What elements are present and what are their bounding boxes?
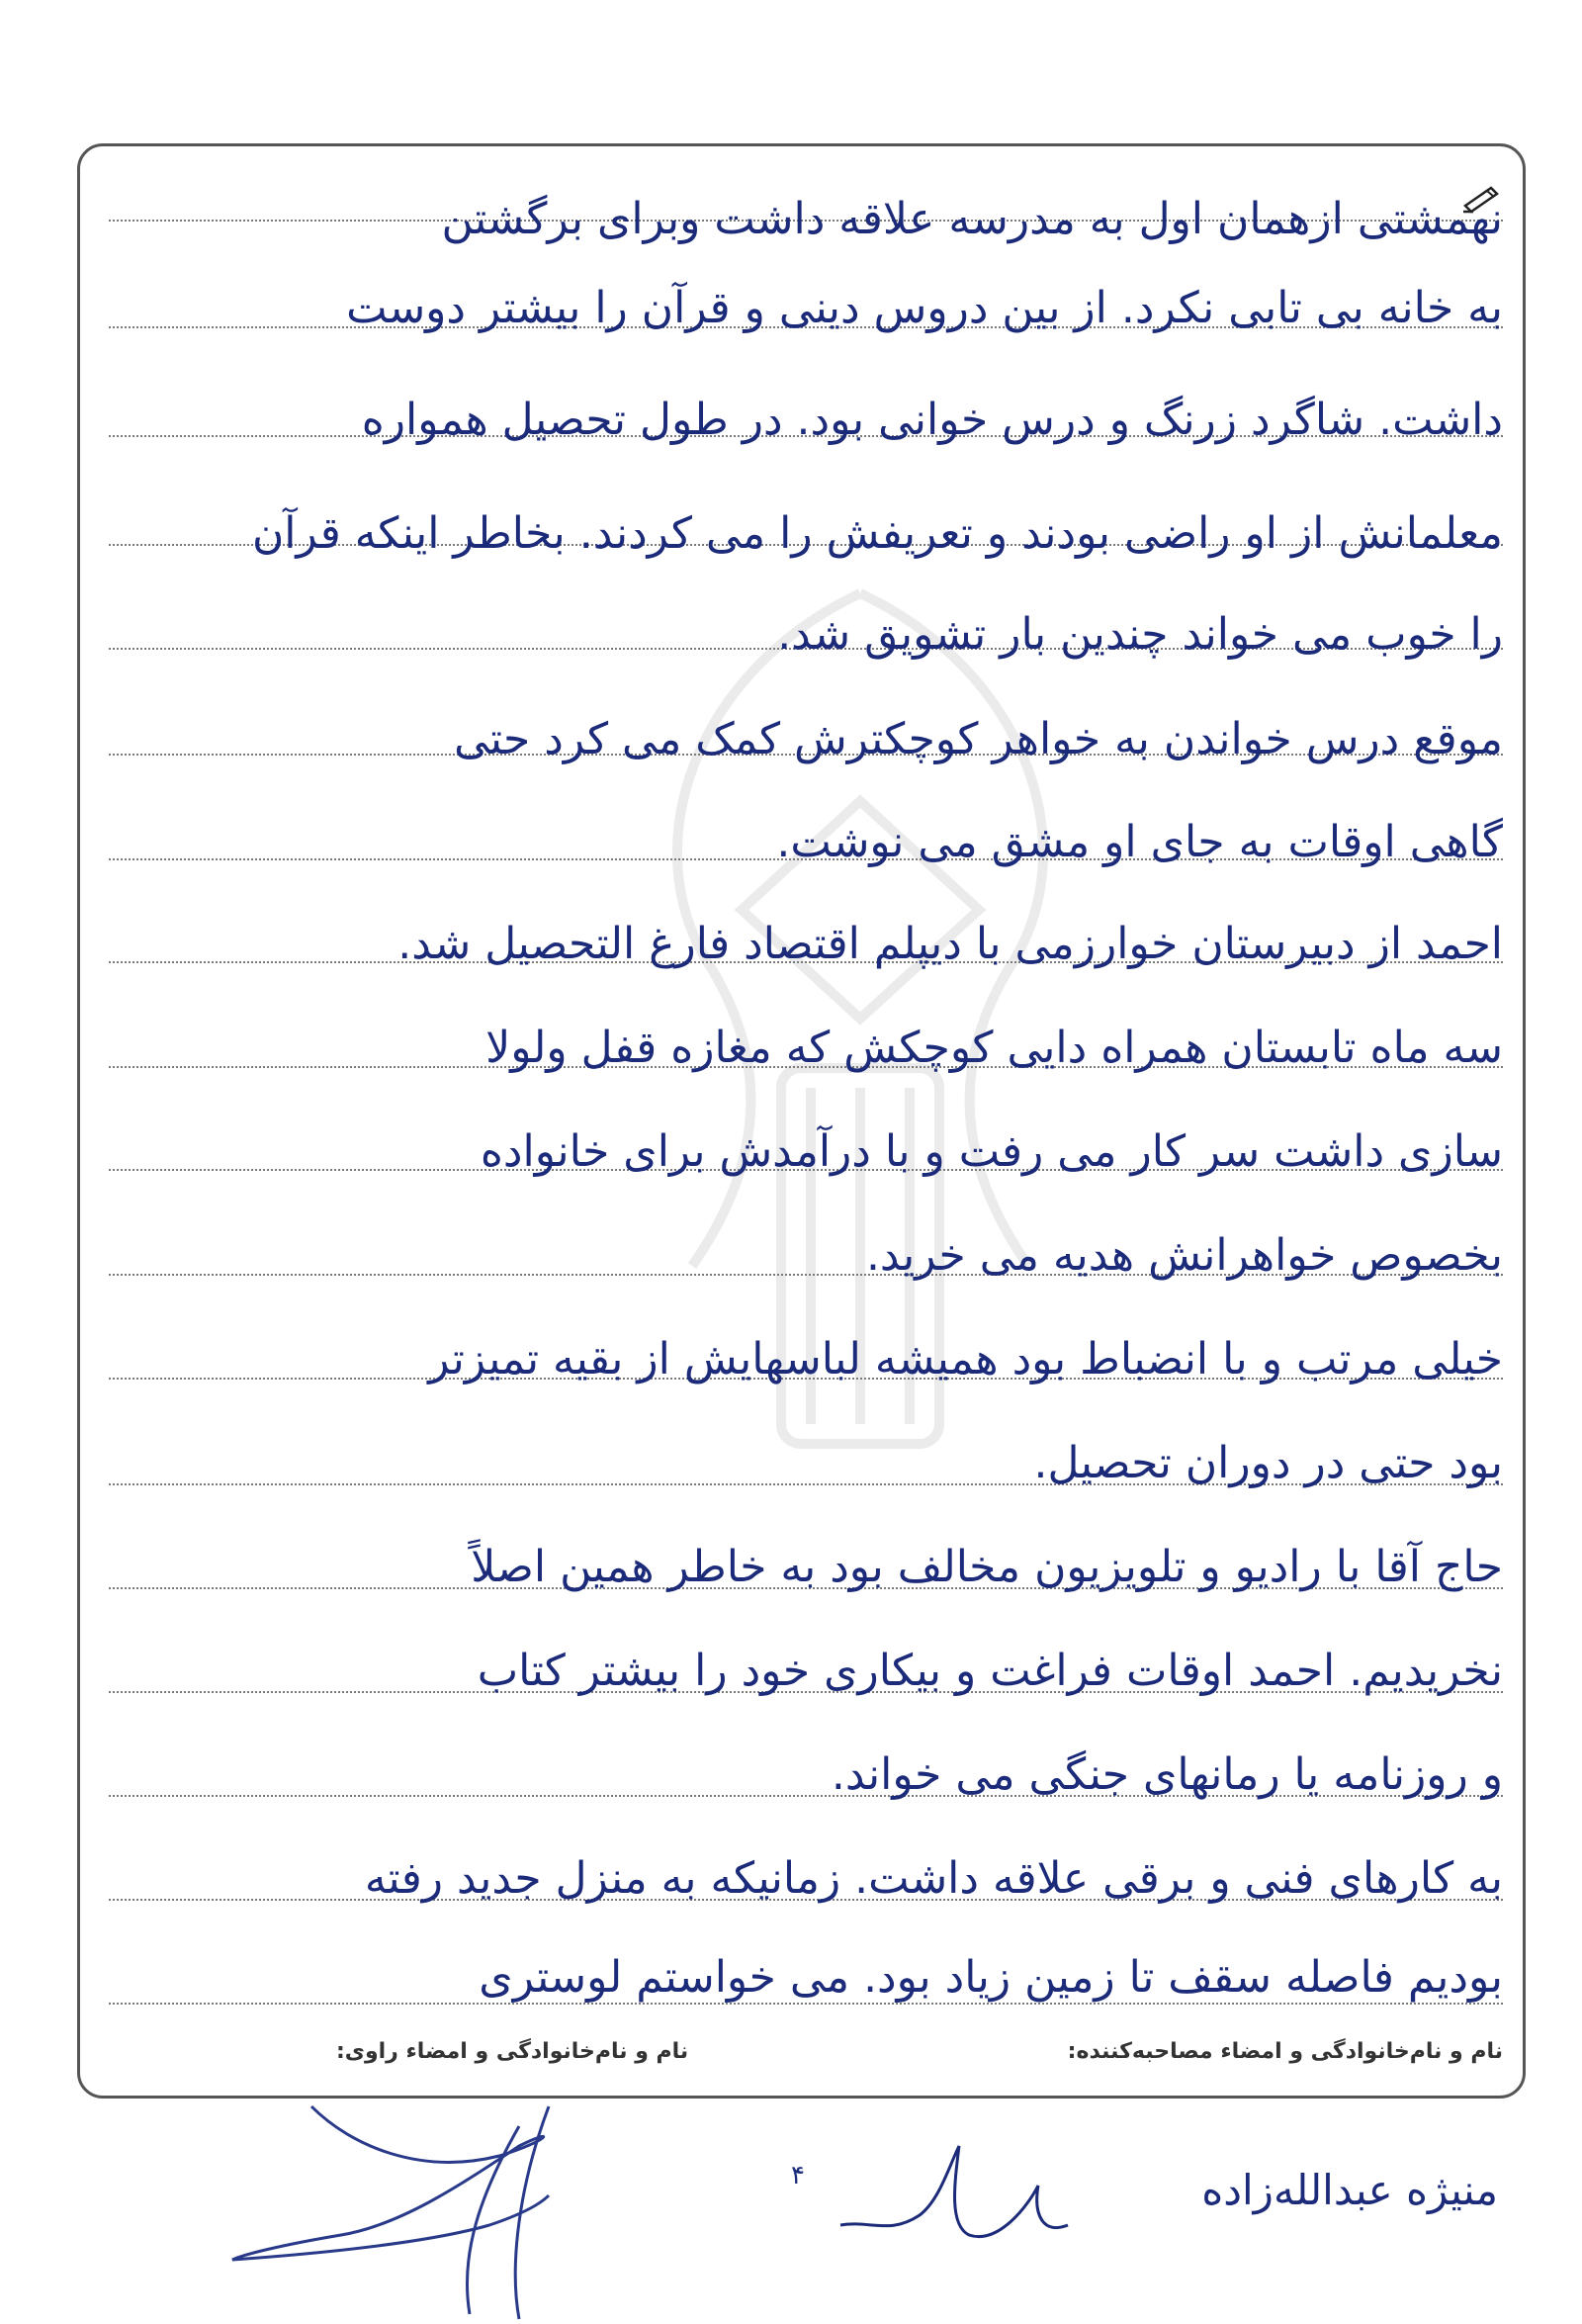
text-line: به خانه بی تابی نکرد. از بین دروس دینی و قرآن را بیشتر دوست <box>346 283 1503 333</box>
text-line: بودیم فاصله سقف تا زمین زیاد بود. می خواستم لوستری <box>479 1952 1503 2003</box>
text-line: گاهی اوقات به جای او مشق می نوشت. <box>776 817 1503 867</box>
text-line: بخصوص خواهرانش هدیه می خرید. <box>865 1230 1503 1281</box>
text-line: به کارهای فنی و برقی علاقه داشت. زمانیکه به منزل جدید رفته <box>364 1853 1503 1904</box>
narrator-signature <box>222 2087 648 2324</box>
interviewer-name: منیژه عبدالله‌زاده <box>1201 2166 1498 2214</box>
interviewer-label: نام و نام‌خانوادگی و امضاء مصاحبه‌کننده: <box>1067 2039 1503 2064</box>
narrator-label: نام و نام‌خانوادگی و امضاء راوی: <box>336 2039 689 2064</box>
text-line: خیلی مرتب و با انضباط بود همیشه لباسهایش از بقیه تمیزتر <box>428 1334 1503 1385</box>
text-line: نهمشتی ازهمان اول به مدرسه علاقه داشت وبرای برگشتن <box>441 194 1503 244</box>
text-line: و روزنامه یا رمانهای جنگی می خواند. <box>831 1749 1503 1800</box>
text-line: نخریدیم. احمد اوقات فراغت و بیکاری خود را بیشتر کتاب <box>477 1646 1503 1696</box>
text-line: احمد از دبیرستان خوارزمی با دیپلم اقتصاد فارغ التحصیل شد. <box>397 919 1503 969</box>
interviewer-signature <box>831 2126 1107 2255</box>
signature-labels <box>109 2039 1503 2079</box>
text-line: معلمانش از او راضی بودند و تعریفش را می کردند. بخاطر اینکه قرآن <box>251 508 1503 559</box>
text-line: سه ماه تابستان همراه دایی کوچکش که مغازه قفل ولولا <box>485 1023 1503 1073</box>
text-line: بود حتی در دوران تحصیل. <box>1033 1438 1503 1488</box>
text-line: حاج آقا با رادیو و تلویزیون مخالف بود به خاطر همین اصلاً <box>471 1542 1503 1592</box>
text-line: موقع درس خواندن به خواهر کوچکترش کمک می کرد حتی <box>454 714 1503 764</box>
text-line: را خوب می خواند چندین بار تشویق شد. <box>777 609 1503 660</box>
text-line: داشت. شاگرد زرنگ و درس خوانی بود. در طول تحصیل همواره <box>361 395 1503 445</box>
text-line: سازی داشت سر کار می رفت و با درآمدش برای خانواده <box>480 1126 1503 1177</box>
page-number: ۴ <box>791 2161 805 2190</box>
